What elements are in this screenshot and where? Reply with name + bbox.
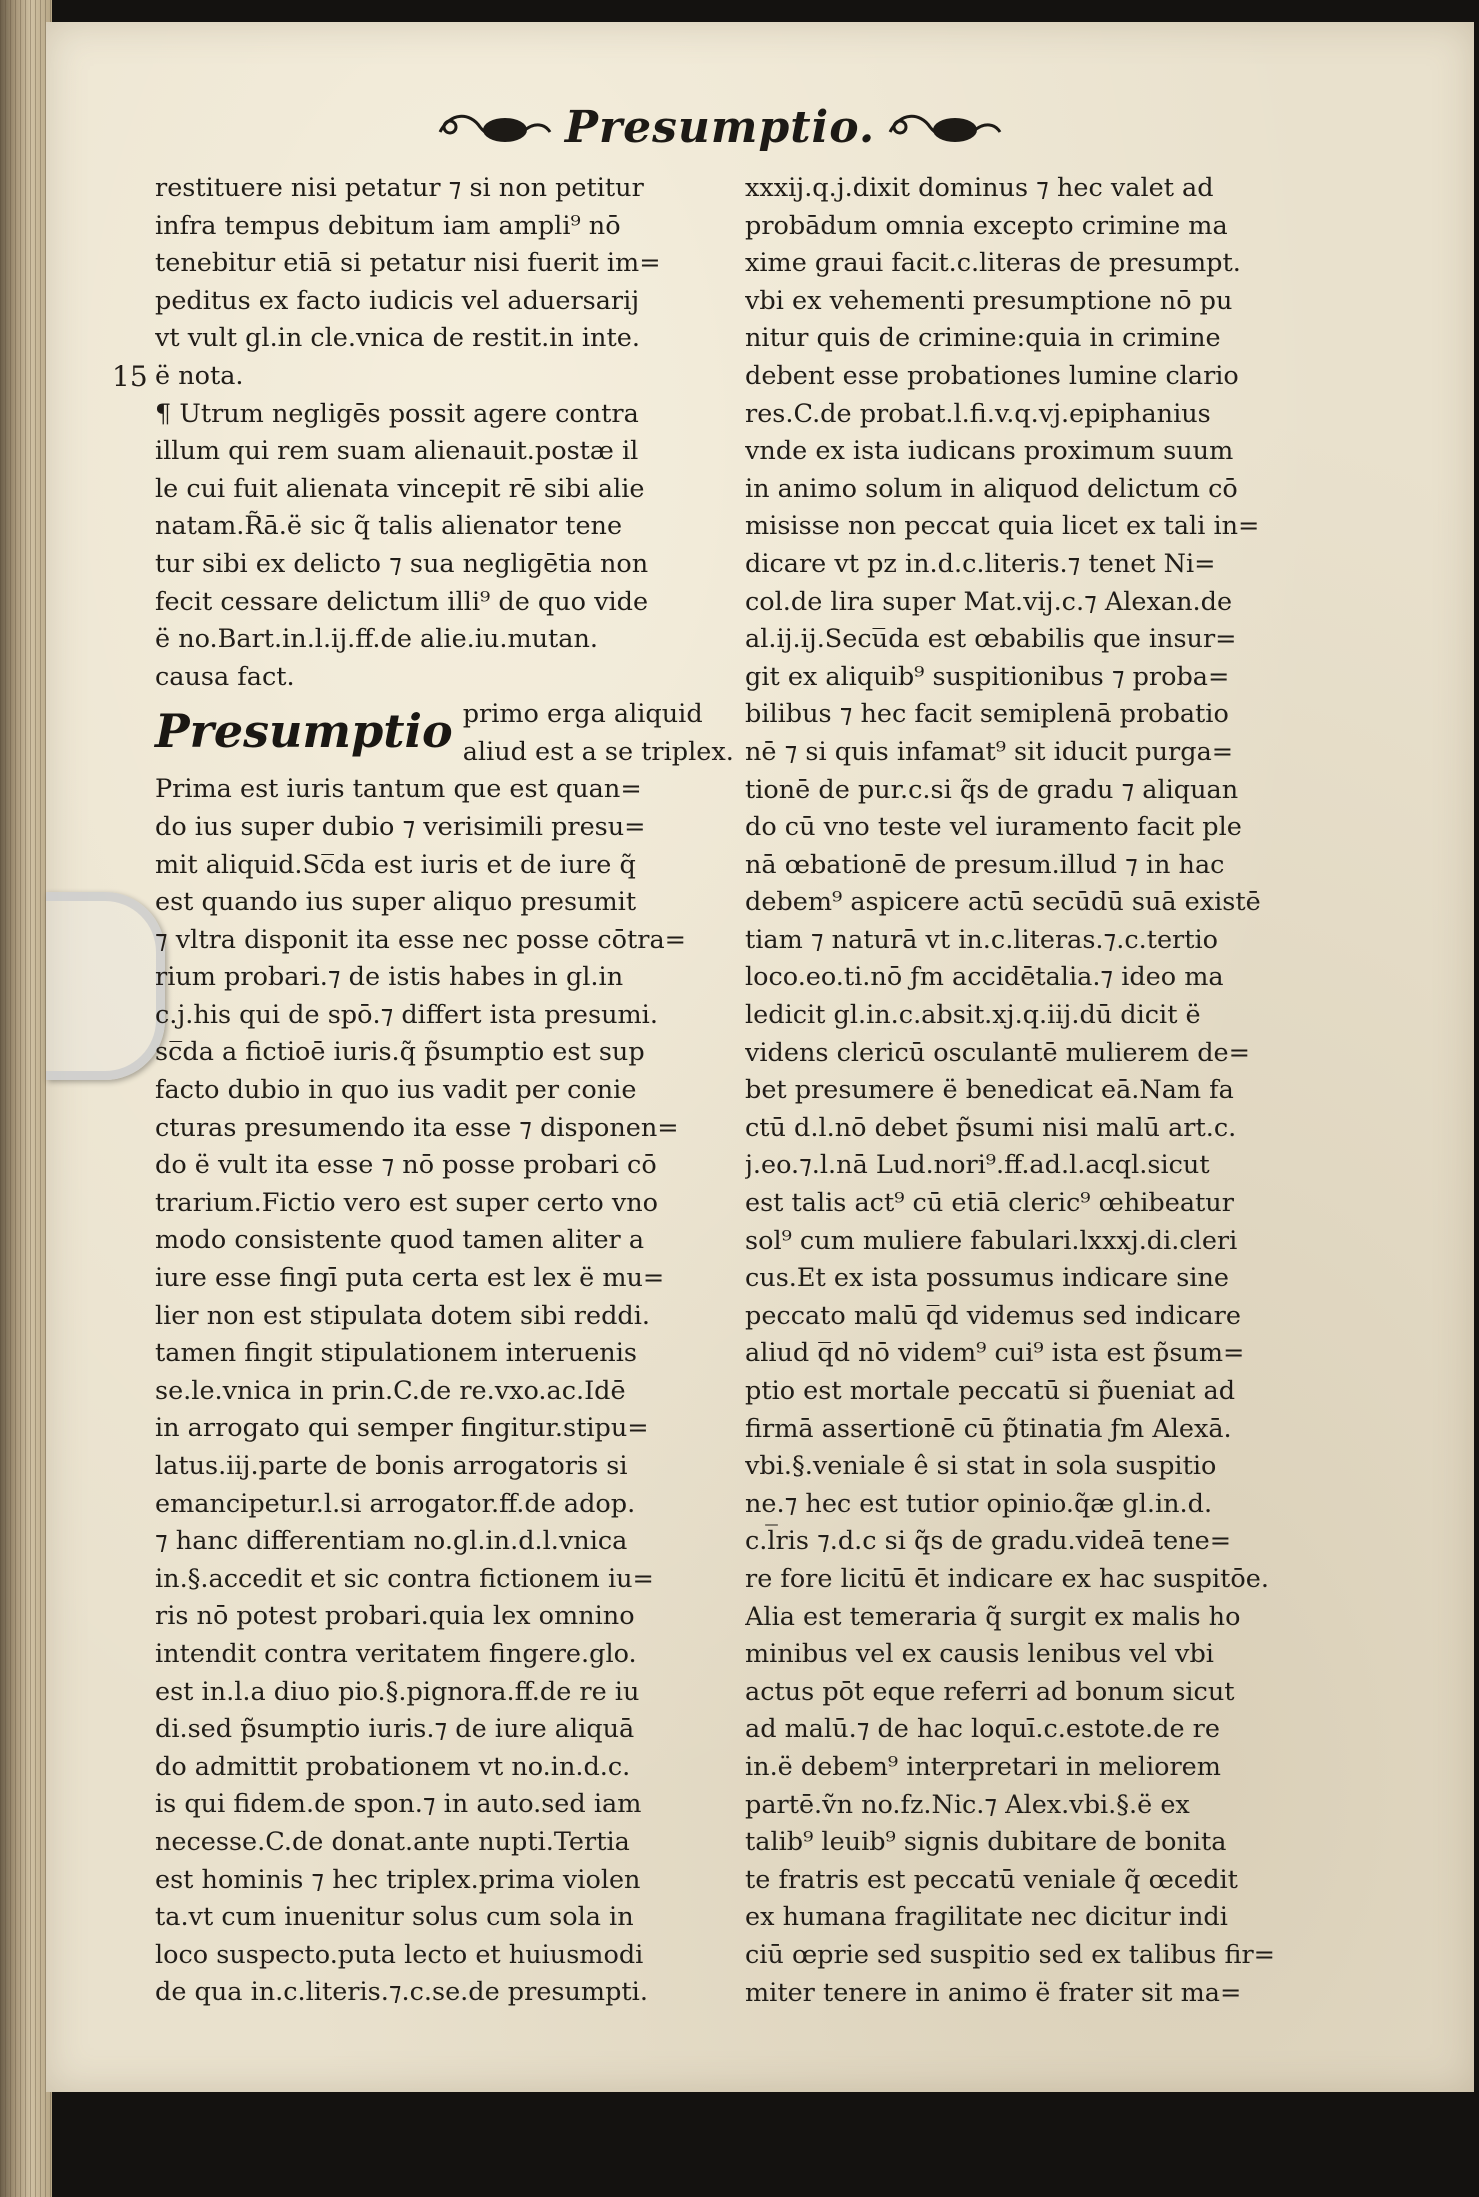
fleuron-left-icon [435,102,555,152]
text-line: Alia est temeraria q̃ surgit ex malis ho [745,1601,1241,1632]
text-line: est in.l.a diuo pio.§.pignora.ff.de re iu [155,1676,640,1707]
text-line: infra tempus debitum iam ampli⁹ nō [155,210,621,241]
text-line: di.sed p̃sumptio iuris.⁊ de iure aliquā [155,1714,635,1745]
text-line: peccato malū q̅d videmus sed indicare [745,1300,1241,1331]
text-line: do cū vno teste vel iuramento facit ple [745,812,1242,843]
text-line: mit aliquid.Sc̅da est iuris et de iure q̃ [155,849,636,880]
text-line: causa fact. [155,661,295,692]
fleuron-right-icon [885,102,1005,152]
text-line: sol⁹ cum muliere fabulari.lxxxj.di.cleri [745,1225,1238,1256]
text-line: vt vult gl.in cle.vnica de restit.in inte. [155,323,640,354]
text-line: actus pōt eque referri ad bonum sicut [745,1676,1235,1707]
text-line: ad malū.⁊ de hac loquī.c.estote.de re [745,1714,1220,1745]
text-line: firmā assertionē cū p̃tinatia ƒm Alexā. [745,1413,1232,1444]
text-line: ciū œprie sed suspitio sed ex talibus fir= [745,1939,1276,1970]
text-line: ne.⁊ hec est tutior opinio.q̃æ gl.in.d. [745,1488,1213,1519]
text-line: emancipetur.l.si arrogator.ff.de adop. [155,1488,636,1519]
text-line: tionē de pur.c.si q̃s de gradu ⁊ aliquan [745,774,1239,805]
book-page-edges [0,0,52,2197]
text-line: do ë vult ita esse ⁊ nō posse probari cō [155,1150,657,1181]
text-line: est hominis ⁊ hec triplex.prima violen [155,1864,641,1895]
text-line: xxxij.q.j.dixit dominus ⁊ hec valet ad [745,173,1214,203]
text-line: nitur quis de crimine:quia in crimine [745,323,1221,354]
text-line: loco suspecto.puta lecto et huiusmodi [155,1939,644,1970]
text-line: illum qui rem suam alienauit.postæ il [155,436,639,467]
text-line: te fratris est peccatū veniale q̃ œcedit [745,1864,1238,1895]
text-line: restituere nisi petatur ⁊ si non petitur [155,173,644,203]
text-line: lier non est stipulata dotem sibi reddi. [155,1300,650,1331]
text-line: ledicit gl.in.c.absit.xj.q.iij.dū dicit ë [745,1000,1201,1031]
text-line: do admittit probationem vt no.in.d.c. [155,1751,631,1782]
text-line: rium probari.⁊ de istis habes in gl.in [155,962,624,993]
text-line: talib⁹ leuib⁹ signis dubitare de bonita [745,1827,1227,1858]
text-line: is qui fidem.de spon.⁊ in auto.sed iam [155,1789,642,1820]
text-line: vnde ex ista iudicans proximum suum [745,436,1234,467]
text-line: nē ⁊ si quis infamat⁹ sit iducit purga= [745,736,1234,767]
text-line: probādum omnia excepto crimine ma [745,210,1228,241]
presumptio-heading [155,696,755,771]
heading-line-1: primo erga aliquid [462,699,703,730]
heading-initial-word: Presumptio [155,704,453,759]
text-line: fecit cessare delictum illi⁹ de quo vide [155,586,649,617]
text-line: loco.eo.ti.nō ƒm accidētalia.⁊ ideo ma [745,962,1224,993]
text-line: in.§.accedit et sic contra fictionem iu= [155,1563,654,1594]
right-column [745,170,1350,2012]
text-line: miter tenere in animo ë frater sit ma= [745,1977,1242,2008]
text-line: ¶ Utrum negligēs possit agere contra [155,398,639,429]
text-line: peditus ex facto iudicis vel aduersarij [155,285,640,316]
text-line: do ius super dubio ⁊ verisimili presu= [155,811,646,842]
text-line: le cui fuit alienata vincepit rē sibi alie [155,473,645,504]
text-line: bilibus ⁊ hec facit semiplenā probatio [745,699,1229,730]
text-line: j.eo.⁊.l.nā Lud.nori⁹.ff.ad.l.acql.sicut [745,1150,1210,1181]
text-line: al.ij.ij.Secu̅da est œbabilis que insur= [745,624,1237,655]
text-line: latus.iij.parte de bonis arrogatoris si [155,1451,628,1481]
text-line: modo consistente quod tamen aliter a [155,1225,645,1256]
text-line: iure esse fingī puta certa est lex ë mu= [155,1263,665,1294]
text-line: tiam ⁊ naturā vt in.c.literas.⁊.c.tertio [745,924,1218,955]
text-line: col.de lira super Mat.vij.c.⁊ Alexan.de [745,586,1233,617]
text-line: misisse non peccat quia licet ex tali in= [745,511,1260,542]
text-line: tur sibi ex delicto ⁊ sua negligētia non [155,548,649,579]
left-column [155,170,755,2012]
text-line: res.C.de probat.l.fi.v.q.vj.epiphanius [745,398,1211,429]
text-line: ctū d.l.nō debet p̃sumi nisi malū art.c. [745,1112,1237,1143]
text-line: cus.Et ex ista possumus indicare sine [745,1263,1229,1294]
text-line: est quando ius super aliquo presumit [155,887,637,918]
text-line: de qua in.c.literis.⁊.c.se.de presumpti. [155,1977,648,2008]
text-line: ex humana fragilitate nec dicitur indi [745,1902,1228,1933]
text-line: necesse.C.de donat.ante nupti.Tertia [155,1826,630,1857]
text-line: partē.ṽn no.fz.Nic.⁊ Alex.vbi.§.ë ex [745,1789,1190,1820]
text-line: c.l̅ris ⁊.d.c si q̃s de gradu.videā tene= [745,1526,1232,1557]
text-line: facto dubio in quo ius vadit per conie [155,1075,637,1106]
text-line: re fore licitū ēt indicare ex hac suspitōe. [745,1563,1269,1594]
text-line: minibus vel ex causis lenibus vel vbi [745,1639,1214,1670]
text-line: videns clericū osculantē mulierem de= [745,1037,1250,1068]
text-line: intendit contra veritatem fingere.glo. [155,1638,637,1669]
heading-line-2: aliud est a se triplex. [462,736,734,767]
text-line: ptio est mortale peccatū si p̃ueniat ad [745,1376,1236,1406]
text-line: debent esse probationes lumine clario [745,360,1239,391]
text-line: Prima est iuris tantum que est quan= [155,774,642,805]
text-line: est talis act⁹ cū etiā cleric⁹ œhibeatur [745,1188,1234,1219]
text-line: vbi ex vehementi presumptione nō pu [745,285,1233,316]
paper-clip [46,892,165,1080]
running-header [420,92,1020,162]
text-line: in.ë debem⁹ interpretari in meliorem [745,1751,1221,1782]
text-line: c.j.his qui de spō.⁊ differt ista presumi. [155,999,658,1030]
text-line: ta.vt cum inuenitur solus cum sola in [155,1902,634,1933]
margin-number: 15 [112,360,148,393]
text-line: trarium.Fictio vero est super certo vno [155,1187,659,1218]
text-line: xime graui facit.c.literas de presumpt. [745,248,1241,279]
text-line: ris nō potest probari.quia lex omnino [155,1601,635,1632]
text-line: ë nota. [155,360,244,391]
text-line: tenebitur etiā si petatur nisi fuerit im= [155,248,661,279]
text-line: in animo solum in aliquod delictum cō [745,473,1238,504]
text-line: ⁊ hanc differentiam no.gl.in.d.l.vnica [155,1526,628,1557]
text-line: debem⁹ aspicere actū secūdū suā existē [745,887,1261,918]
running-head: Presumptio. [564,101,876,153]
text-line: sc̅da a fictioē iuris.q̃ p̃sumptio est sup [155,1037,645,1068]
text-line: vbi.§.veniale ê si stat in sola suspitio [745,1451,1217,1482]
text-line: ⁊ vltra disponit ita esse nec posse cōtra= [155,924,687,955]
text-line: aliud q̅d nō videm⁹ cui⁹ ista est p̃sum= [745,1338,1245,1369]
text-line: bet presumere ë benedicat eā.Nam fa [745,1075,1234,1106]
text-line: nā œbationē de presum.illud ⁊ in hac [745,849,1225,880]
text-line: se.le.vnica in prin.C.de re.vxo.ac.Idē [155,1375,626,1406]
text-line: tamen fingit stipulationem interuenis [155,1338,637,1369]
text-line: dicare vt pz in.d.c.literis.⁊ tenet Ni= [745,548,1216,579]
text-line: cturas presumendo ita esse ⁊ disponen= [155,1112,679,1143]
text-line: git ex aliquib⁹ suspitionibus ⁊ proba= [745,661,1230,692]
text-line: natam.R̃ā.ë sic q̃ talis alienator tene [155,511,623,542]
text-line: in arrogato qui semper fingitur.stipu= [155,1413,649,1444]
text-line: ë no.Bart.in.l.ij.ff.de alie.iu.mutan. [155,624,599,655]
